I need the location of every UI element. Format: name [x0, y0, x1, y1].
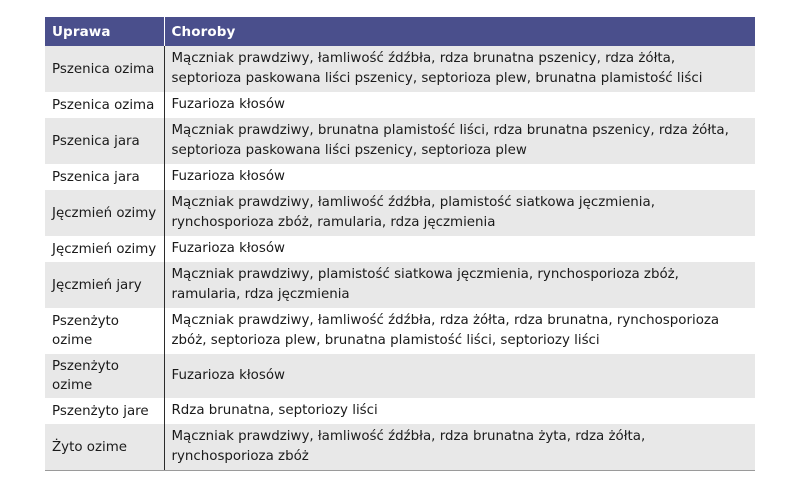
table-row — [45, 354, 755, 398]
crop-cell: Pszenica jara — [45, 164, 164, 190]
crop-cell: Jęczmień jary — [45, 262, 164, 308]
diseases-cell: Fuzarioza kłosów — [164, 164, 755, 190]
table-body — [45, 46, 755, 471]
crop-cell: Jęczmień ozimy — [45, 236, 164, 262]
diseases-cell: Fuzarioza kłosów — [164, 236, 755, 262]
crop-cell: Pszenica ozima — [45, 92, 164, 118]
table-header — [45, 17, 755, 46]
diseases-cell: Mączniak prawdziwy, łamliwość źdźbła, rdza brunatna pszenicy, rdza żółta, septorioza paskowana liści pszenicy, septorioza plew, brunatna plamistość liści — [164, 46, 755, 92]
table-row — [45, 92, 755, 118]
diseases-cell: Rdza brunatna, septoriozy liści — [164, 398, 755, 424]
diseases-cell: Fuzarioza kłosów — [164, 92, 755, 118]
crop-cell: Jęczmień ozimy — [45, 190, 164, 236]
diseases-cell: Mączniak prawdziwy, łamliwość źdźbła, rdza żółta, rdza brunatna, rynchosporioza zbóż, septorioza plew, brunatna plamistość liści, septoriozy liści — [164, 308, 755, 354]
table-row — [45, 46, 755, 92]
table-row — [45, 398, 755, 424]
table-row — [45, 118, 755, 164]
table-row — [45, 308, 755, 354]
column-header-crop: Uprawa — [45, 17, 164, 46]
crop-cell: Żyto ozime — [45, 424, 164, 471]
table-row — [45, 190, 755, 236]
table-row — [45, 262, 755, 308]
crop-cell: Pszenica ozima — [45, 46, 164, 92]
header-row — [45, 17, 755, 46]
diseases-cell: Mączniak prawdziwy, brunatna plamistość liści, rdza brunatna pszenicy, rdza żółta, septorioza paskowana liści pszenicy, septorioza plew — [164, 118, 755, 164]
crop-cell: Pszenżyto ozime — [45, 308, 164, 354]
crop-disease-table-container — [45, 17, 755, 471]
crop-cell: Pszenżyto ozime — [45, 354, 164, 398]
crop-disease-table — [45, 17, 755, 471]
table-row — [45, 236, 755, 262]
diseases-cell: Mączniak prawdziwy, łamliwość źdźbła, rdza brunatna żyta, rdza żółta, rynchosporioza zbóż — [164, 424, 755, 471]
diseases-cell: Mączniak prawdziwy, łamliwość źdźbła, plamistość siatkowa jęczmienia, rynchosporioza zbóż, ramularia, rdza jęczmienia — [164, 190, 755, 236]
diseases-cell: Fuzarioza kłosów — [164, 354, 755, 398]
crop-cell: Pszenżyto jare — [45, 398, 164, 424]
table-row — [45, 164, 755, 190]
table-row — [45, 424, 755, 471]
diseases-cell: Mączniak prawdziwy, plamistość siatkowa jęczmienia, rynchosporioza zbóż, ramularia, rdza jęczmienia — [164, 262, 755, 308]
column-header-diseases: Choroby — [164, 17, 755, 46]
crop-cell: Pszenica jara — [45, 118, 164, 164]
